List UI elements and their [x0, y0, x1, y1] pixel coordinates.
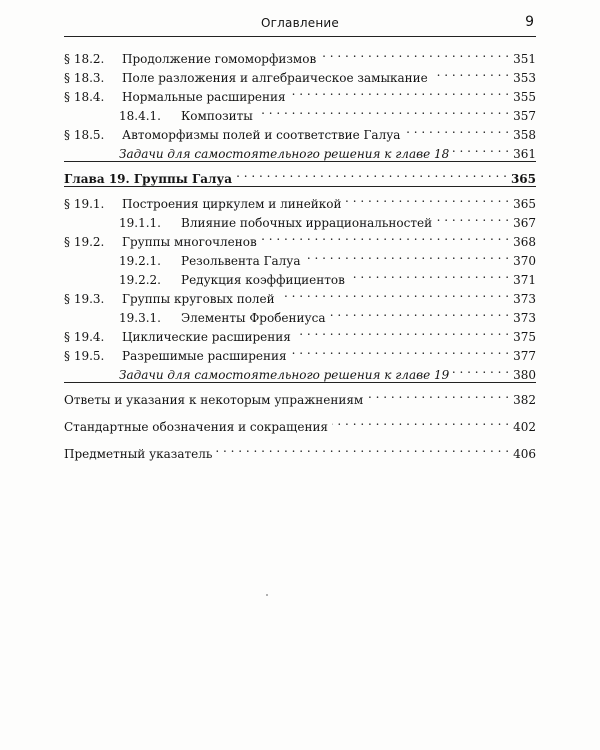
toc-leader-dots: [453, 360, 509, 379]
toc-entry-page: 371: [513, 273, 536, 287]
toc-entry-number: § 19.4.: [64, 330, 105, 344]
toc-leader-dots: [432, 63, 509, 82]
toc-group-chapter-19: [64, 189, 536, 382]
toc-entry-number: 19.2.2.: [119, 273, 161, 287]
toc-entry-title: Задачи для самостоятельного решения к главе 19: [119, 368, 450, 382]
toc-entry-number: 18.4.1.: [119, 109, 161, 123]
toc-entry-title: Композиты: [181, 109, 253, 123]
toc-entry-sec[interactable]: [64, 189, 536, 211]
toc-entry-title: Автоморфизмы полей и соответствие Галуа: [122, 128, 401, 142]
header-rule: [64, 36, 536, 37]
toc-leader-dots: [349, 265, 509, 284]
toc-entry-number: § 19.1.: [64, 197, 105, 211]
toc-entry-number: § 19.3.: [64, 292, 105, 306]
toc-entry-number: § 18.2.: [64, 52, 105, 66]
toc-leader-dots: [320, 44, 509, 63]
toc-entry-page: 402: [513, 420, 536, 434]
toc-entry-number: 19.2.1.: [119, 254, 161, 268]
toc-entry-title: Группы многочленов: [122, 235, 257, 249]
toc-entry-title: Группы круговых полей: [122, 292, 275, 306]
toc-leader-dots: [236, 164, 507, 183]
toc-leader-dots: [291, 341, 510, 360]
toc-entry-title: Элементы Фробениуса: [181, 311, 326, 325]
toc-entry-page: 358: [513, 128, 536, 142]
toc-entry-page: 367: [513, 216, 536, 230]
toc-entry-sec[interactable]: [64, 44, 536, 66]
toc-entry-page: 365: [513, 197, 536, 211]
toc-entry-page: 373: [513, 311, 536, 325]
toc-entry-title: Разрешимые расширения: [122, 349, 287, 363]
toc-entry-page: 377: [513, 349, 536, 363]
toc-entry-page: 380: [513, 368, 536, 382]
toc-back-entry[interactable]: [64, 412, 536, 434]
toc-leader-dots: [216, 439, 509, 458]
toc-back-entry[interactable]: [64, 385, 536, 407]
toc-entry-number: § 19.2.: [64, 235, 105, 249]
running-head-title: Оглавление: [261, 16, 339, 30]
toc-entry-title: Поле разложения и алгебраическое замыкание: [122, 71, 428, 85]
toc-back-entry[interactable]: [64, 439, 536, 461]
toc-entry-page: 370: [513, 254, 536, 268]
page-number: 9: [525, 14, 534, 30]
toc-entry-title: Задачи для самостоятельного решения к главе 18: [119, 147, 450, 161]
table-of-contents: [64, 44, 536, 461]
toc-leader-dots: [279, 284, 509, 303]
toc-entry-number: 19.1.1.: [119, 216, 161, 230]
toc-entry-page: 382: [513, 393, 536, 407]
toc-entry-title: Резольвента Галуа: [181, 254, 301, 268]
toc-entry-number: § 18.5.: [64, 128, 105, 142]
toc-entry-page: 368: [513, 235, 536, 249]
toc-leader-dots: [257, 101, 509, 120]
toc-chapter-entry[interactable]: [64, 164, 536, 186]
toc-entry-number: § 19.5.: [64, 349, 105, 363]
toc-entry-page: 357: [513, 109, 536, 123]
toc-entry-title: Нормальные расширения: [122, 90, 286, 104]
toc-leader-dots: [367, 385, 509, 404]
toc-entry-title: Ответы и указания к некоторым упражнениям: [64, 393, 364, 407]
toc-entry-page: 375: [513, 330, 536, 344]
toc-entry-title: Продолжение гомоморфизмов: [122, 52, 317, 66]
toc-leader-dots: [261, 227, 509, 246]
toc-entry-page: 353: [513, 71, 536, 85]
paper-speck: [266, 594, 268, 596]
toc-entry-number: § 18.3.: [64, 71, 105, 85]
toc-entry-title: Циклические расширения: [122, 330, 291, 344]
toc-group-chapter-18: [64, 44, 536, 161]
toc-entry-page: 355: [513, 90, 536, 104]
toc-leader-dots: [295, 322, 509, 341]
page-header: [64, 14, 536, 36]
toc-chapter-title: Глава 19. Группы Галуа: [64, 172, 232, 186]
toc-entry-page: 351: [513, 52, 536, 66]
toc-leader-dots: [290, 82, 510, 101]
toc-leader-dots: [332, 412, 509, 431]
toc-entry-page: 373: [513, 292, 536, 306]
toc-entry-title: Построения циркулем и линейкой: [122, 197, 342, 211]
toc-leader-dots: [404, 120, 509, 139]
toc-entry-title: Редукция коэффициентов: [181, 273, 345, 287]
toc-entry-page: 406: [513, 447, 536, 461]
toc-chapter-page: 365: [510, 172, 536, 186]
toc-entry-title: Влияние побочных иррациональностей: [181, 216, 433, 230]
toc-entry-title: Предметный указатель: [64, 447, 213, 461]
toc-leader-dots: [346, 189, 510, 208]
toc-leader-dots: [453, 139, 509, 158]
toc-entry-page: 361: [513, 147, 536, 161]
toc-leader-dots: [436, 208, 509, 227]
toc-leader-dots: [305, 246, 510, 265]
toc-entry-number: 19.3.1.: [119, 311, 161, 325]
toc-leader-dots: [329, 303, 509, 322]
toc-entry-title: Стандартные обозначения и сокращения: [64, 420, 329, 434]
toc-entry-number: § 18.4.: [64, 90, 105, 104]
